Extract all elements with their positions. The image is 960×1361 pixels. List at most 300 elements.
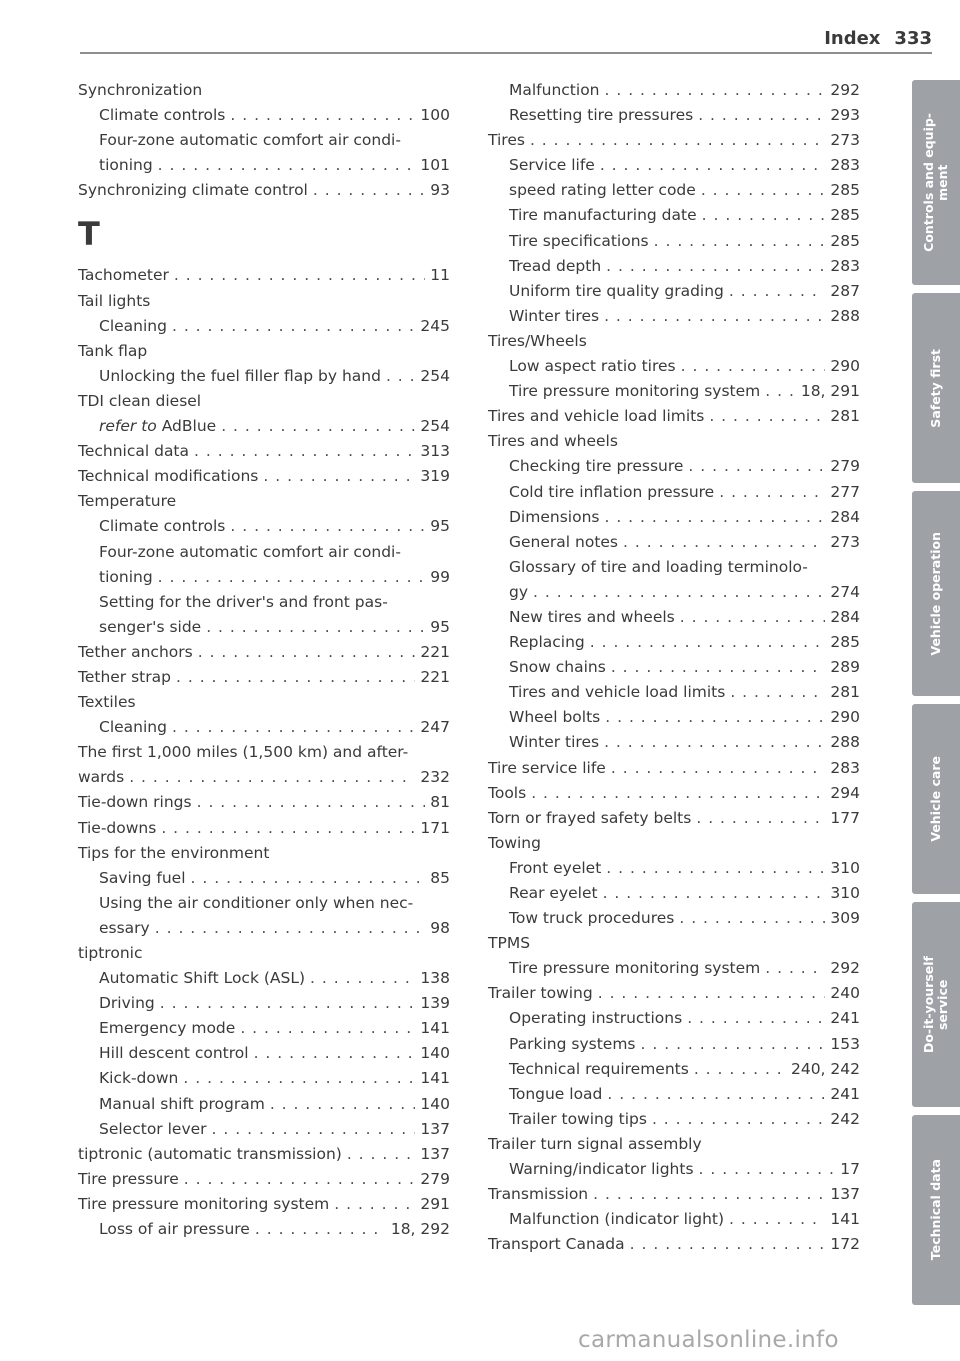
page-reference[interactable]: 137 — [420, 1119, 450, 1138]
index-entry — [78, 640, 450, 665]
chapter-tab[interactable] — [912, 80, 960, 285]
page-reference[interactable]: 221 — [420, 642, 450, 661]
index-entry — [488, 831, 860, 856]
dot-leader — [603, 881, 826, 906]
dot-leader — [198, 640, 416, 665]
page-reference[interactable]: 141 — [420, 1019, 450, 1038]
entry-label: Snow chains — [509, 658, 606, 677]
page-reference[interactable]: 240 — [830, 984, 860, 1003]
page-reference[interactable]: 93 — [430, 181, 450, 200]
page-reference[interactable]: 232 — [420, 768, 450, 787]
page-reference[interactable]: 290 — [830, 357, 860, 376]
dot-leader — [694, 1057, 786, 1082]
page-reference[interactable]: 95 — [430, 517, 450, 536]
chapter-tab-label: Safety first — [928, 348, 943, 428]
index-subentry — [488, 906, 860, 931]
index-subentry — [78, 966, 450, 991]
page-reference[interactable]: 18, 291 — [800, 382, 860, 401]
index-entry — [78, 464, 450, 489]
dot-leader — [155, 916, 426, 941]
dot-leader — [533, 580, 825, 605]
index-entry — [78, 389, 450, 414]
dot-leader — [699, 1157, 836, 1182]
entry-label: Automatic Shift Lock (ASL) — [99, 969, 306, 988]
index-subentry — [488, 279, 860, 304]
page-reference[interactable]: 140 — [420, 1094, 450, 1113]
index-subentry — [78, 565, 450, 590]
entry-label: Tire pressure monitoring system — [509, 382, 761, 401]
index-entry — [488, 128, 860, 153]
dot-leader — [765, 379, 796, 404]
entry-label: Cold tire inflation pressure — [509, 482, 715, 501]
dot-leader — [183, 1066, 415, 1091]
dot-leader — [191, 866, 426, 891]
dot-leader — [593, 1182, 825, 1207]
entry-label: Winter tires — [509, 306, 600, 325]
index-entry — [488, 429, 860, 454]
page-reference[interactable]: 279 — [420, 1169, 450, 1188]
entry-label: Tips for the environment — [78, 843, 270, 862]
index-subentry — [488, 78, 860, 103]
page-reference[interactable]: 285 — [830, 181, 860, 200]
index-entry — [488, 756, 860, 781]
index-subentry — [78, 1016, 450, 1041]
dot-leader — [161, 816, 415, 841]
dot-leader — [313, 178, 425, 203]
dot-leader — [600, 153, 826, 178]
dot-leader — [698, 103, 825, 128]
index-subentry — [78, 715, 450, 740]
page-reference[interactable]: 292 — [830, 81, 860, 99]
page-reference[interactable]: 81 — [430, 793, 450, 812]
index-entry — [78, 740, 450, 765]
page-reference[interactable]: 291 — [420, 1194, 450, 1213]
page-reference[interactable]: 288 — [830, 306, 860, 325]
entry-label: Towing — [488, 833, 541, 852]
dot-leader — [709, 404, 825, 429]
page-reference[interactable]: 240, 242 — [790, 1059, 860, 1078]
watermark: carmanualsonline.info — [578, 1327, 839, 1353]
entry-label: The first 1,000 miles (1,500 km) and after- — [78, 743, 409, 762]
index-subentry — [488, 1006, 860, 1031]
index-subentry — [488, 354, 860, 379]
entry-label: Cleaning — [99, 718, 167, 737]
page-reference[interactable]: 241 — [830, 1009, 860, 1028]
page-reference[interactable]: 85 — [430, 868, 450, 887]
entry-label: speed rating letter code — [509, 181, 696, 200]
entry-label: Low aspect ratio tires — [509, 357, 676, 376]
index-subentry — [78, 128, 450, 153]
index-entry — [78, 78, 450, 103]
page-reference[interactable]: 289 — [830, 658, 860, 677]
index-column-left — [78, 78, 450, 1242]
dot-leader — [729, 279, 826, 304]
dot-leader — [386, 364, 415, 389]
entry-label: Climate controls — [99, 517, 226, 536]
page-reference[interactable]: 279 — [830, 457, 860, 476]
index-subentry — [488, 705, 860, 730]
index-entry — [78, 941, 450, 966]
page-reference[interactable]: 18, 292 — [390, 1220, 450, 1239]
index-letter-heading: T — [78, 215, 100, 254]
entry-label: Replacing — [509, 633, 585, 652]
page-reference[interactable]: 283 — [830, 758, 860, 777]
entry-label: Saving fuel — [99, 868, 186, 887]
page-reference[interactable]: 221 — [420, 667, 450, 686]
index-subentry — [488, 680, 860, 705]
index-subentry — [488, 480, 860, 505]
entry-label: essary — [99, 918, 150, 937]
page-reference[interactable]: 139 — [420, 994, 450, 1013]
entry-label: Unlocking the fuel filler flap by hand — [99, 366, 381, 385]
index-entry — [78, 765, 450, 790]
page-reference[interactable]: 241 — [830, 1084, 860, 1103]
page-reference[interactable]: 313 — [420, 442, 450, 461]
page-reference[interactable]: 284 — [830, 507, 860, 526]
dot-leader — [240, 1016, 415, 1041]
index-entry — [488, 329, 860, 354]
index-subentry — [78, 364, 450, 389]
dot-leader — [263, 464, 415, 489]
index-entry — [78, 178, 450, 203]
page-reference[interactable]: 254 — [420, 417, 450, 436]
page-reference[interactable]: 285 — [830, 633, 860, 652]
page-reference[interactable]: 294 — [830, 783, 860, 802]
index-entry — [78, 289, 450, 314]
index-subentry — [78, 891, 450, 916]
entry-label: Emergency mode — [99, 1019, 236, 1038]
index-subentry — [488, 1057, 860, 1082]
entry-label: Technical data — [78, 442, 190, 461]
index-entry — [78, 489, 450, 514]
index-entry — [488, 1132, 860, 1157]
entry-label: tioning — [99, 567, 153, 586]
dot-leader — [230, 514, 425, 539]
dot-leader — [221, 414, 415, 439]
page-reference[interactable]: 17 — [840, 1160, 860, 1179]
index-entry — [78, 439, 450, 464]
page-reference[interactable]: 292 — [830, 959, 860, 978]
chapter-tab-label: Controls and equip- ment — [921, 113, 950, 252]
dot-leader — [270, 1092, 416, 1117]
entry-label: Climate controls — [99, 106, 226, 125]
dot-leader — [730, 680, 825, 705]
page-reference[interactable]: 247 — [420, 718, 450, 737]
page-reference[interactable]: 171 — [420, 818, 450, 837]
dot-leader — [230, 103, 415, 128]
index-subentry — [488, 229, 860, 254]
index-subentry — [488, 555, 860, 580]
dot-leader — [630, 1232, 826, 1257]
page-reference[interactable]: 153 — [830, 1034, 860, 1053]
index-entry — [488, 981, 860, 1006]
entry-label: Loss of air pressure — [99, 1220, 250, 1239]
dot-leader — [172, 314, 415, 339]
chapter-tab[interactable] — [912, 491, 960, 696]
entry-label: Four-zone automatic comfort air condi- — [99, 542, 401, 561]
index-subentry — [488, 505, 860, 530]
index-subentry — [78, 314, 450, 339]
index-entry — [78, 263, 450, 288]
entry-label: Tie-down rings — [78, 793, 192, 812]
index-subentry — [488, 178, 860, 203]
page-reference[interactable]: 138 — [420, 969, 450, 988]
chapter-tab[interactable] — [912, 902, 960, 1107]
index-subentry — [488, 454, 860, 479]
page-reference[interactable]: 283 — [830, 256, 860, 275]
dot-leader — [334, 1192, 415, 1217]
index-subentry — [78, 1117, 450, 1142]
page-reference[interactable]: 273 — [830, 131, 860, 150]
dot-leader — [688, 454, 825, 479]
index-subentry — [488, 1157, 860, 1182]
dot-leader — [701, 178, 826, 203]
dot-leader — [194, 439, 415, 464]
entry-label: Using the air conditioner only when nec- — [99, 893, 414, 912]
page-reference[interactable]: 273 — [830, 532, 860, 551]
index-subentry — [488, 1082, 860, 1107]
entry-label: Winter tires — [509, 733, 600, 752]
dot-leader — [129, 765, 415, 790]
index-subentry — [488, 379, 860, 404]
entry-label: Tachometer — [78, 266, 169, 285]
entry-label: Tire pressure monitoring system — [509, 959, 761, 978]
dot-leader — [530, 128, 825, 153]
dot-leader — [174, 263, 425, 288]
dot-leader — [641, 1032, 826, 1057]
entry-label: Tie-downs — [78, 818, 157, 837]
chapter-tab-label: Vehicle operation — [928, 531, 943, 656]
entry-label: tiptronic (automatic transmission) — [78, 1144, 342, 1163]
dot-leader — [765, 956, 825, 981]
dot-leader — [680, 605, 826, 630]
index-subentry — [78, 615, 450, 640]
entry-label: Tether anchors — [78, 642, 193, 661]
page-reference[interactable]: 293 — [830, 106, 860, 125]
chapter-tab-label: Do-it-yourself service — [921, 955, 950, 1054]
dot-leader — [184, 1167, 416, 1192]
index-entry — [488, 931, 860, 956]
dot-leader — [172, 715, 415, 740]
chapter-tab[interactable] — [912, 704, 960, 894]
index-entry — [78, 339, 450, 364]
dot-leader — [158, 153, 416, 178]
index-entry — [488, 781, 860, 806]
entry-label: Synchronization — [78, 81, 203, 99]
page-reference[interactable]: 309 — [830, 909, 860, 928]
index-column-right — [488, 78, 860, 1257]
page-reference[interactable]: 310 — [830, 884, 860, 902]
chapter-tab[interactable] — [912, 293, 960, 483]
index-subentry — [488, 103, 860, 128]
index-entry — [488, 1232, 860, 1257]
entry-label: gy — [509, 582, 529, 601]
entry-label: Tongue load — [509, 1084, 603, 1103]
index-subentry — [488, 530, 860, 555]
page-reference[interactable]: 140 — [420, 1044, 450, 1063]
entry-label: Transmission — [488, 1185, 589, 1204]
page-reference[interactable]: 99 — [430, 567, 450, 586]
index-subentry — [488, 730, 860, 755]
page-reference[interactable]: 100 — [420, 106, 450, 125]
dot-leader — [160, 991, 416, 1016]
page-reference[interactable]: 287 — [830, 281, 860, 300]
entry-label: Driving — [99, 994, 155, 1013]
entry-label: Trailer towing tips — [509, 1109, 647, 1128]
page-reference[interactable]: 319 — [420, 467, 450, 486]
index-subentry — [488, 881, 860, 906]
cross-reference: refer to — [99, 417, 157, 436]
chapter-tab-label: Technical data — [928, 1159, 943, 1261]
entry-label: Cleaning — [99, 316, 167, 335]
dot-leader — [611, 756, 826, 781]
index-subentry — [78, 514, 450, 539]
index-subentry — [78, 1217, 450, 1242]
entry-label: Tank flap — [78, 341, 148, 360]
entry-label: tioning — [99, 156, 153, 175]
index-entry — [488, 404, 860, 429]
entry-label: Transport Canada — [488, 1235, 625, 1254]
dot-leader — [347, 1142, 416, 1167]
dot-leader — [531, 781, 825, 806]
dot-leader — [719, 480, 825, 505]
entry-label: Torn or frayed safety belts — [488, 808, 692, 827]
entry-label: Synchronizing climate control — [78, 181, 308, 200]
page-reference[interactable]: 101 — [420, 156, 450, 175]
dot-leader — [611, 655, 826, 680]
page-reference[interactable]: 285 — [830, 206, 860, 225]
index-subentry — [78, 866, 450, 891]
dot-leader — [681, 354, 826, 379]
entry-label: Glossary of tire and loading terminolo- — [509, 557, 808, 576]
entry-label: Setting for the driver's and front pas- — [99, 592, 388, 611]
index-subentry — [488, 254, 860, 279]
index-entry — [78, 1142, 450, 1167]
entry-label — [99, 414, 216, 439]
entry-label: Front eyelet — [509, 858, 602, 877]
page-reference[interactable]: 242 — [830, 1109, 860, 1128]
dot-leader — [702, 203, 826, 228]
entry-label: Hill descent control — [99, 1044, 249, 1063]
page-reference[interactable]: 288 — [830, 733, 860, 752]
page-reference[interactable]: 141 — [420, 1069, 450, 1088]
index-subentry — [488, 580, 860, 605]
page-reference[interactable]: 11 — [430, 266, 450, 285]
entry-label: Selector lever — [99, 1119, 207, 1138]
page-reference[interactable]: 277 — [830, 482, 860, 501]
dot-leader — [696, 806, 825, 831]
chapter-tabs — [912, 80, 960, 1313]
entry-label: Dimensions — [509, 507, 600, 526]
entry-label: Four-zone automatic comfort air condi- — [99, 131, 401, 150]
entry-label: Service life — [509, 156, 595, 175]
index-entry — [488, 806, 860, 831]
page-reference[interactable]: 177 — [830, 808, 860, 827]
entry-label: Checking tire pressure — [509, 457, 684, 476]
index-subentry — [488, 203, 860, 228]
entry-label-text: AdBlue — [161, 417, 217, 436]
dot-leader — [212, 1117, 416, 1142]
index-subentry — [488, 1032, 860, 1057]
page-reference[interactable]: 281 — [830, 407, 860, 426]
entry-label: Tire service life — [488, 758, 606, 777]
index-entry — [488, 1182, 860, 1207]
entry-label: Warning/indicator lights — [509, 1160, 694, 1179]
entry-label: Tires/Wheels — [488, 331, 587, 350]
dot-leader — [254, 1041, 416, 1066]
page-reference[interactable]: 310 — [830, 858, 860, 877]
entry-label: Kick-down — [99, 1069, 179, 1088]
entry-label: Technical modifications — [78, 467, 259, 486]
page-reference[interactable]: 137 — [420, 1144, 450, 1163]
index-entry — [78, 841, 450, 866]
dot-leader — [604, 730, 825, 755]
index-subentry — [78, 1041, 450, 1066]
entry-label: Tail lights — [78, 291, 151, 310]
index-subentry — [488, 153, 860, 178]
index-subentry — [78, 991, 450, 1016]
dot-leader — [652, 1107, 825, 1132]
index-subentry — [78, 540, 450, 565]
page-reference[interactable]: 274 — [830, 582, 860, 601]
page-reference[interactable]: 137 — [830, 1185, 860, 1204]
page-reference[interactable]: 141 — [830, 1210, 860, 1229]
entry-label: Technical requirements — [509, 1059, 689, 1078]
dot-leader — [176, 665, 415, 690]
page-reference[interactable]: 245 — [420, 316, 450, 335]
index-subentry — [488, 856, 860, 881]
entry-label: Tires and wheels — [488, 432, 618, 451]
page-reference[interactable]: 290 — [830, 708, 860, 727]
page-reference[interactable]: 281 — [830, 683, 860, 702]
index-subentry — [488, 1107, 860, 1132]
entry-label: Malfunction (indicator light) — [509, 1210, 725, 1229]
entry-label: Tires and vehicle load limits — [488, 407, 705, 426]
index-subentry — [488, 630, 860, 655]
page-reference[interactable]: 98 — [430, 918, 450, 937]
chapter-tab[interactable] — [912, 1115, 960, 1305]
entry-label: senger's side — [99, 617, 202, 636]
index-subentry — [78, 590, 450, 615]
index-subentry — [78, 414, 450, 439]
entry-label: Trailer towing — [488, 984, 593, 1003]
entry-label: Wheel bolts — [509, 708, 601, 727]
page-reference[interactable]: 285 — [830, 231, 860, 250]
index-entry — [78, 690, 450, 715]
page-reference[interactable]: 254 — [420, 366, 450, 385]
page-reference[interactable]: 172 — [830, 1235, 860, 1254]
page-reference[interactable]: 95 — [430, 617, 450, 636]
page-reference[interactable]: 283 — [830, 156, 860, 175]
entry-label: Tow truck procedures — [509, 909, 675, 928]
entry-label: Tire manufacturing date — [509, 206, 697, 225]
entry-label: Tire specifications — [509, 231, 649, 250]
dot-leader — [679, 906, 825, 931]
page-reference[interactable]: 284 — [830, 607, 860, 626]
dot-leader — [654, 229, 826, 254]
entry-label: Tire pressure monitoring system — [78, 1194, 330, 1213]
index-entry — [78, 1192, 450, 1217]
entry-label: Operating instructions — [509, 1009, 683, 1028]
page-header — [824, 28, 932, 49]
index-subentry — [78, 103, 450, 128]
dot-leader — [158, 565, 426, 590]
dot-leader — [598, 981, 826, 1006]
dot-leader — [687, 1006, 825, 1031]
index-subentry — [488, 1207, 860, 1232]
entry-label: Manual shift program — [99, 1094, 265, 1113]
dot-leader — [206, 615, 425, 640]
